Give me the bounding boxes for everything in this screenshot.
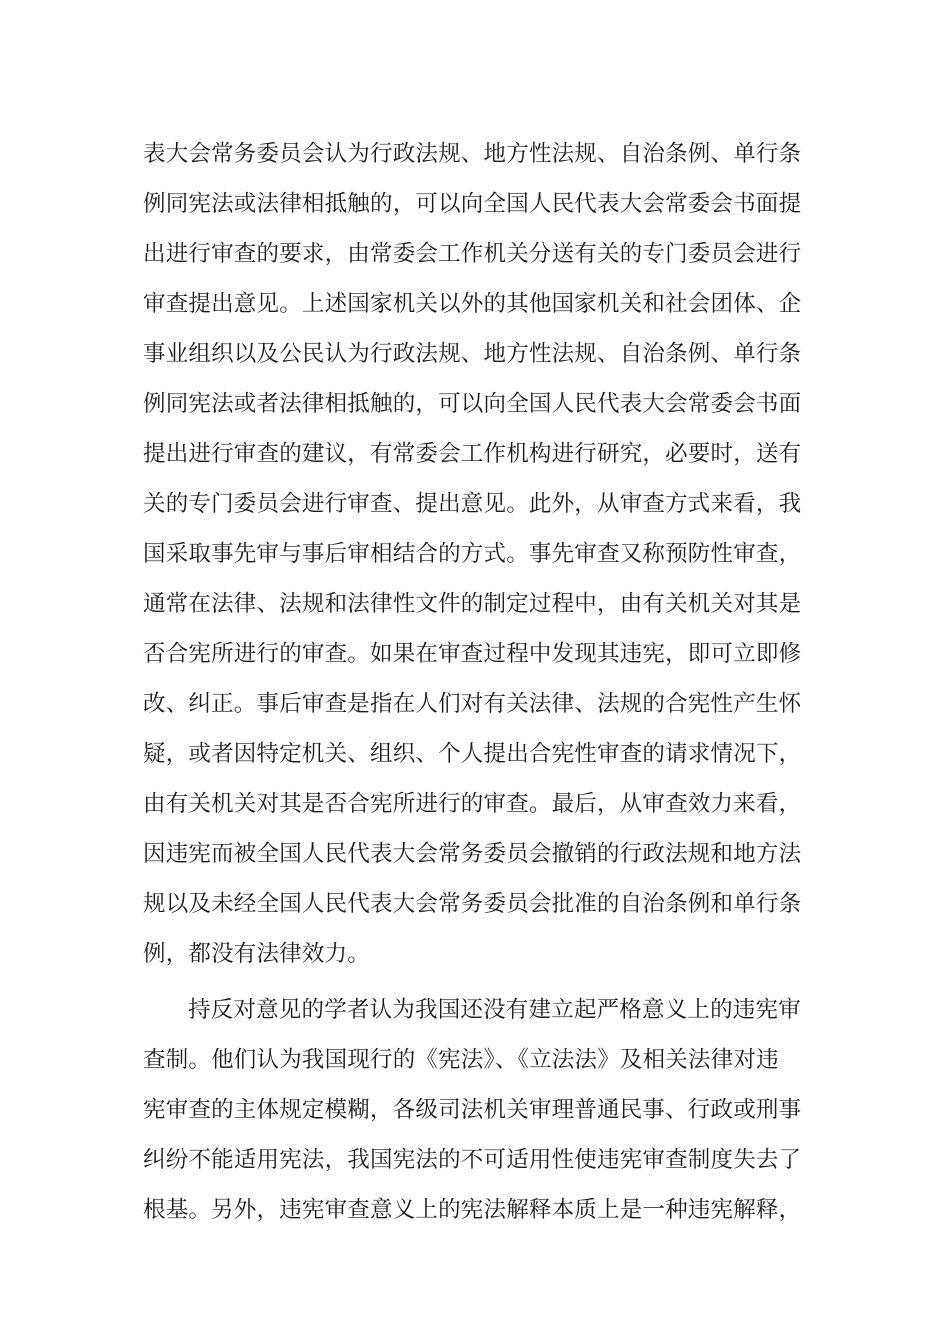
text-line: 规以及未经全国人民代表大会常务委员会批准的自治条例和单行条 <box>143 891 802 917</box>
text-line: 改、纠正。事后审查是指在人们对有关法律、法规的合宪性产生怀 <box>143 691 802 717</box>
text-line: 查制。他们认为我国现行的《宪法》、《立法法》及相关法律对违 <box>143 1047 779 1073</box>
text-line: 例同宪法或法律相抵触的，可以向全国人民代表大会常委会书面提 <box>143 191 802 217</box>
text-line: 通常在法律、法规和法律性文件的制定过程中，由有关机关对其是 <box>143 591 802 617</box>
text-line: 根基。另外，违宪审查意义上的宪法解释本质上是一种违宪解释， <box>143 1197 802 1223</box>
text-line: 事业组织以及公民认为行政法规、地方性法规、自治条例、单行条 <box>143 341 802 367</box>
text-line: 宪审查的主体规定模糊，各级司法机关审理普通民事、行政或刑事 <box>143 1097 802 1123</box>
body-text <box>143 129 823 1235</box>
text-line: 国采取事先审与事后审相结合的方式。事先审查又称预防性审查， <box>143 541 802 567</box>
text-line: 疑，或者因特定机关、组织、个人提出合宪性审查的请求情况下， <box>143 741 802 767</box>
text-line: 关的专门委员会进行审查、提出意见。此外，从审查方式来看，我 <box>143 491 802 517</box>
text-line: 提出进行审查的建议，有常委会工作机构进行研究，必要时，送有 <box>143 441 802 467</box>
text-line-first: 持反对意见的学者认为我国还没有建立起严格意义上的违宪审 <box>188 997 801 1023</box>
text-line: 出进行审查的要求，由常委会工作机关分送有关的专门委员会进行 <box>143 241 802 267</box>
text-line: 纠纷不能适用宪法，我国宪法的不可适用性使违宪审查制度失去了 <box>143 1147 802 1173</box>
paragraph-2 <box>143 985 823 1235</box>
text-line: 表大会常务委员会认为行政法规、地方性法规、自治条例、单行条 <box>143 141 802 167</box>
text-line: 例，都没有法律效力。 <box>143 941 371 967</box>
text-line: 由有关机关对其是否合宪所进行的审查。最后，从审查效力来看， <box>143 791 802 817</box>
text-line: 否合宪所进行的审查。如果在审查过程中发现其违宪，即可立即修 <box>143 641 802 667</box>
text-line: 因违宪而被全国人民代表大会常务委员会撤销的行政法规和地方法 <box>143 841 802 867</box>
paragraph-1 <box>143 129 823 979</box>
text-line: 审查提出意见。上述国家机关以外的其他国家机关和社会团体、企 <box>143 291 802 317</box>
text-line: 例同宪法或者法律相抵触的，可以向全国人民代表大会常委会书面 <box>143 391 802 417</box>
